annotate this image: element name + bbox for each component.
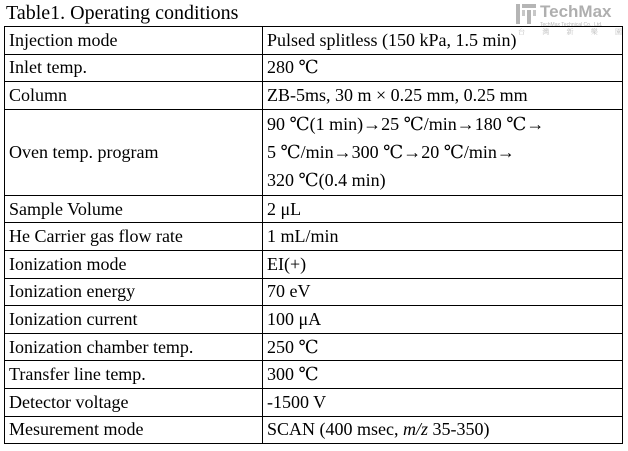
value-cell: 2 μL (263, 195, 623, 223)
table-row (5, 195, 623, 223)
table-row (5, 416, 623, 444)
value-cell: -1500 V (263, 388, 623, 416)
value-text: 35-350) (428, 419, 490, 440)
value-line: 320 ℃(0.4 min) (267, 170, 386, 191)
param-cell: Transfer line temp. (5, 361, 263, 389)
param-cell: Column (5, 82, 263, 110)
value-cell: ZB-5ms, 30 m × 0.25 mm, 0.25 mm (263, 82, 623, 110)
value-cell: 280 ℃ (263, 54, 623, 82)
value-cell: EI(+) (263, 250, 623, 278)
param-cell: Injection mode (5, 27, 263, 55)
table-row (5, 388, 623, 416)
value-cell: 70 eV (263, 278, 623, 306)
param-cell: Mesurement mode (5, 416, 263, 444)
table-row (5, 109, 623, 195)
value-line: 90 ℃(1 min)→25 ℃/min→180 ℃→ (267, 114, 545, 135)
operating-conditions-table (4, 26, 623, 444)
table-row (5, 27, 623, 55)
param-cell: Inlet temp. (5, 54, 263, 82)
param-cell: Ionization mode (5, 250, 263, 278)
logo-cjk-char: 灣 (542, 28, 550, 36)
value-cell: Pulsed splitless (150 kPa, 1.5 min) (263, 27, 623, 55)
param-cell: Oven temp. program (5, 109, 263, 195)
param-cell: He Carrier gas flow rate (5, 223, 263, 251)
table-row (5, 250, 623, 278)
param-cell: Ionization current (5, 306, 263, 334)
techmax-logo-icon (516, 4, 536, 24)
table-caption: Table1. Operating conditions (6, 2, 239, 24)
logo-name: TechMax (540, 2, 612, 21)
table-row (5, 361, 623, 389)
logo-cjk-char: 台 (518, 28, 525, 36)
logo-subtitle: TechMax Technical Co., Ltd. (540, 22, 603, 28)
param-cell: Ionization chamber temp. (5, 333, 263, 361)
value-cell: 300 ℃ (263, 361, 623, 389)
table-row (5, 306, 623, 334)
logo-cjk-char: 園 (615, 28, 622, 36)
value-cell: 250 ℃ (263, 333, 623, 361)
param-cell: Ionization energy (5, 278, 263, 306)
table-row (5, 223, 623, 251)
value-cell (263, 109, 623, 195)
value-cell: 1 mL/min (263, 223, 623, 251)
param-cell: Sample Volume (5, 195, 263, 223)
table-row (5, 333, 623, 361)
value-cell (263, 416, 623, 444)
table-row (5, 278, 623, 306)
logo-cjk-char: 新 (566, 28, 574, 36)
value-cell: 100 μA (263, 306, 623, 334)
table-row (5, 82, 623, 110)
param-cell: Detector voltage (5, 388, 263, 416)
logo-cjk-char: 樂 (590, 28, 598, 36)
table-row (5, 54, 623, 82)
value-line: 5 ℃/min→300 ℃→20 ℃/min→ (267, 142, 515, 163)
value-text: SCAN (400 msec, (267, 419, 403, 440)
value-italic-text: m/z (403, 419, 429, 440)
